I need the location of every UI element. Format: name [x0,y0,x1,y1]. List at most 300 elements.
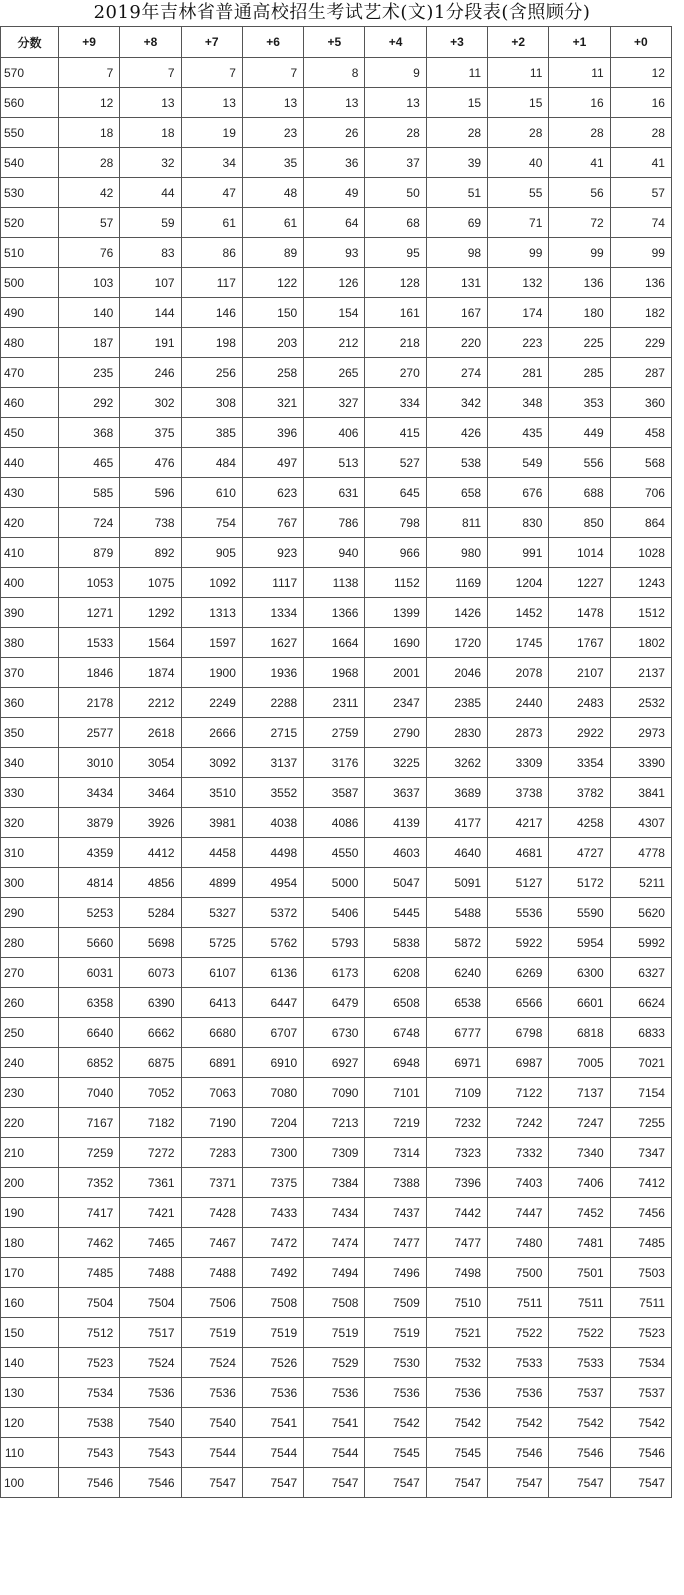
count-cell: 28 [488,118,549,148]
count-cell: 1243 [610,568,671,598]
count-cell: 4038 [242,808,303,838]
count-cell: 7546 [488,1438,549,1468]
count-cell: 40 [488,148,549,178]
count-cell: 5000 [304,868,365,898]
count-cell: 6327 [610,958,671,988]
score-cell: 400 [1,568,59,598]
count-cell: 7538 [59,1408,120,1438]
count-cell: 34 [181,148,242,178]
count-cell: 7540 [181,1408,242,1438]
count-cell: 7052 [120,1078,181,1108]
count-cell: 74 [610,208,671,238]
score-cell: 500 [1,268,59,298]
count-cell: 6730 [304,1018,365,1048]
table-row [1,1228,672,1258]
count-cell: 1690 [365,628,426,658]
count-cell: 3225 [365,748,426,778]
count-cell: 3390 [610,748,671,778]
count-cell: 28 [610,118,671,148]
count-cell: 1478 [549,598,610,628]
count-cell: 2107 [549,658,610,688]
count-cell: 7542 [610,1408,671,1438]
count-cell: 549 [488,448,549,478]
count-cell: 4139 [365,808,426,838]
table-row [1,388,672,418]
score-cell: 450 [1,418,59,448]
count-cell: 6891 [181,1048,242,1078]
count-cell: 274 [426,358,487,388]
score-cell: 230 [1,1078,59,1108]
count-cell: 1846 [59,658,120,688]
count-cell: 4856 [120,868,181,898]
column-header-offset: +0 [610,27,671,58]
count-cell: 128 [365,268,426,298]
count-cell: 7492 [242,1258,303,1288]
count-cell: 5488 [426,898,487,928]
score-cell: 130 [1,1378,59,1408]
count-cell: 246 [120,358,181,388]
count-cell: 265 [304,358,365,388]
score-cell: 490 [1,298,59,328]
table-row [1,568,672,598]
count-cell: 7452 [549,1198,610,1228]
column-header-offset: +6 [242,27,303,58]
count-cell: 7547 [304,1468,365,1498]
count-cell: 28 [59,148,120,178]
count-cell: 7 [181,58,242,88]
count-cell: 7547 [488,1468,549,1498]
count-cell: 2873 [488,718,549,748]
count-cell: 7109 [426,1078,487,1108]
count-cell: 37 [365,148,426,178]
count-cell: 6136 [242,958,303,988]
count-cell: 198 [181,328,242,358]
count-cell: 6413 [181,988,242,1018]
table-row [1,688,672,718]
count-cell: 4177 [426,808,487,838]
count-cell: 7534 [59,1378,120,1408]
count-cell: 7480 [488,1228,549,1258]
table-row [1,358,672,388]
count-cell: 1936 [242,658,303,688]
count-cell: 1014 [549,538,610,568]
count-cell: 7503 [610,1258,671,1288]
count-cell: 7544 [242,1438,303,1468]
count-cell: 7532 [426,1348,487,1378]
table-row [1,598,672,628]
count-cell: 940 [304,538,365,568]
count-cell: 122 [242,268,303,298]
score-cell: 200 [1,1168,59,1198]
count-cell: 7242 [488,1108,549,1138]
count-cell: 7536 [488,1378,549,1408]
count-cell: 7533 [549,1348,610,1378]
count-cell: 126 [304,268,365,298]
count-cell: 7542 [365,1408,426,1438]
count-cell: 281 [488,358,549,388]
table-row [1,118,672,148]
score-cell: 480 [1,328,59,358]
count-cell: 191 [120,328,181,358]
count-cell: 7485 [59,1258,120,1288]
count-cell: 258 [242,358,303,388]
count-cell: 435 [488,418,549,448]
count-cell: 6269 [488,958,549,988]
count-cell: 5954 [549,928,610,958]
count-cell: 15 [426,88,487,118]
count-cell: 396 [242,418,303,448]
count-cell: 5590 [549,898,610,928]
count-cell: 7417 [59,1198,120,1228]
count-cell: 3637 [365,778,426,808]
count-cell: 5793 [304,928,365,958]
count-cell: 7508 [304,1288,365,1318]
count-cell: 9 [365,58,426,88]
table-row [1,778,672,808]
count-cell: 2790 [365,718,426,748]
count-cell: 6566 [488,988,549,1018]
count-cell: 5406 [304,898,365,928]
count-cell: 5284 [120,898,181,928]
count-cell: 7272 [120,1138,181,1168]
count-cell: 174 [488,298,549,328]
count-cell: 6852 [59,1048,120,1078]
count-cell: 7536 [242,1378,303,1408]
table-row [1,1468,672,1498]
count-cell: 3981 [181,808,242,838]
count-cell: 1138 [304,568,365,598]
table-row [1,448,672,478]
count-cell: 7526 [242,1348,303,1378]
table-row [1,1258,672,1288]
count-cell: 385 [181,418,242,448]
count-cell: 7536 [304,1378,365,1408]
table-row [1,478,672,508]
count-cell: 6910 [242,1048,303,1078]
count-cell: 1334 [242,598,303,628]
count-cell: 5762 [242,928,303,958]
count-cell: 7547 [426,1468,487,1498]
count-cell: 6508 [365,988,426,1018]
count-cell: 48 [242,178,303,208]
count-cell: 7063 [181,1078,242,1108]
count-cell: 7509 [365,1288,426,1318]
count-cell: 6240 [426,958,487,988]
count-cell: 7501 [549,1258,610,1288]
count-cell: 7421 [120,1198,181,1228]
count-cell: 449 [549,418,610,448]
count-cell: 7537 [549,1378,610,1408]
count-cell: 6601 [549,988,610,1018]
count-cell: 3434 [59,778,120,808]
count-cell: 39 [426,148,487,178]
count-cell: 7547 [242,1468,303,1498]
count-cell: 7488 [120,1258,181,1288]
table-row [1,808,672,838]
count-cell: 6798 [488,1018,549,1048]
count-cell: 991 [488,538,549,568]
count-cell: 7259 [59,1138,120,1168]
score-cell: 270 [1,958,59,988]
count-cell: 154 [304,298,365,328]
table-row [1,1018,672,1048]
count-cell: 4681 [488,838,549,868]
count-cell: 360 [610,388,671,418]
count-cell: 107 [120,268,181,298]
count-cell: 3782 [549,778,610,808]
count-cell: 6447 [242,988,303,1018]
count-cell: 7544 [181,1438,242,1468]
count-cell: 5172 [549,868,610,898]
table-row [1,1288,672,1318]
table-row [1,628,672,658]
count-cell: 6777 [426,1018,487,1048]
count-cell: 4307 [610,808,671,838]
count-cell: 538 [426,448,487,478]
count-cell: 7506 [181,1288,242,1318]
count-cell: 7204 [242,1108,303,1138]
count-cell: 556 [549,448,610,478]
count-cell: 11 [426,58,487,88]
table-row [1,298,672,328]
count-cell: 3092 [181,748,242,778]
count-cell: 631 [304,478,365,508]
score-cell: 560 [1,88,59,118]
count-cell: 7347 [610,1138,671,1168]
table-row [1,1138,672,1168]
count-cell: 4550 [304,838,365,868]
count-cell: 1767 [549,628,610,658]
count-cell: 596 [120,478,181,508]
count-cell: 7547 [181,1468,242,1498]
score-cell: 390 [1,598,59,628]
count-cell: 68 [365,208,426,238]
count-cell: 7467 [181,1228,242,1258]
count-cell: 1720 [426,628,487,658]
count-cell: 2830 [426,718,487,748]
count-cell: 6031 [59,958,120,988]
count-cell: 1028 [610,538,671,568]
count-cell: 7500 [488,1258,549,1288]
count-cell: 2577 [59,718,120,748]
count-cell: 7403 [488,1168,549,1198]
count-cell: 406 [304,418,365,448]
count-cell: 513 [304,448,365,478]
count-cell: 7542 [549,1408,610,1438]
count-cell: 99 [488,238,549,268]
count-cell: 3587 [304,778,365,808]
table-row [1,328,672,358]
count-cell: 7541 [304,1408,365,1438]
score-cell: 420 [1,508,59,538]
count-cell: 292 [59,388,120,418]
count-cell: 368 [59,418,120,448]
score-cell: 250 [1,1018,59,1048]
count-cell: 4258 [549,808,610,838]
count-cell: 13 [242,88,303,118]
count-cell: 26 [304,118,365,148]
count-cell: 923 [242,538,303,568]
count-cell: 11 [549,58,610,88]
count-cell: 7406 [549,1168,610,1198]
score-cell: 300 [1,868,59,898]
count-cell: 4727 [549,838,610,868]
count-cell: 811 [426,508,487,538]
count-cell: 7477 [365,1228,426,1258]
count-cell: 287 [610,358,671,388]
score-cell: 220 [1,1108,59,1138]
count-cell: 7101 [365,1078,426,1108]
count-cell: 415 [365,418,426,448]
count-cell: 5091 [426,868,487,898]
count-cell: 5127 [488,868,549,898]
count-cell: 7021 [610,1048,671,1078]
count-cell: 2440 [488,688,549,718]
count-cell: 6818 [549,1018,610,1048]
table-row [1,1318,672,1348]
count-cell: 6948 [365,1048,426,1078]
column-header-offset: +5 [304,27,365,58]
column-header-score: 分数 [1,27,59,58]
count-cell: 724 [59,508,120,538]
count-cell: 7456 [610,1198,671,1228]
count-cell: 321 [242,388,303,418]
count-cell: 99 [549,238,610,268]
count-cell: 7213 [304,1108,365,1138]
count-cell: 334 [365,388,426,418]
count-cell: 3926 [120,808,181,838]
table-row [1,1408,672,1438]
count-cell: 5922 [488,928,549,958]
score-table [0,26,672,1498]
count-cell: 426 [426,418,487,448]
count-cell: 7536 [426,1378,487,1408]
count-cell: 5211 [610,868,671,898]
count-cell: 1313 [181,598,242,628]
count-cell: 28 [549,118,610,148]
count-cell: 7396 [426,1168,487,1198]
count-cell: 7529 [304,1348,365,1378]
count-cell: 41 [610,148,671,178]
count-cell: 6073 [120,958,181,988]
column-header-offset: +9 [59,27,120,58]
score-cell: 120 [1,1408,59,1438]
count-cell: 7519 [242,1318,303,1348]
score-cell: 430 [1,478,59,508]
count-cell: 7504 [59,1288,120,1318]
count-cell: 5445 [365,898,426,928]
count-cell: 1092 [181,568,242,598]
count-cell: 2178 [59,688,120,718]
count-cell: 7517 [120,1318,181,1348]
score-cell: 370 [1,658,59,688]
count-cell: 61 [242,208,303,238]
count-cell: 7524 [181,1348,242,1378]
count-cell: 3262 [426,748,487,778]
count-cell: 7375 [242,1168,303,1198]
count-cell: 55 [488,178,549,208]
table-row [1,958,672,988]
count-cell: 3552 [242,778,303,808]
count-cell: 5725 [181,928,242,958]
count-cell: 93 [304,238,365,268]
count-cell: 7477 [426,1228,487,1258]
count-cell: 6624 [610,988,671,1018]
score-cell: 520 [1,208,59,238]
count-cell: 527 [365,448,426,478]
score-cell: 190 [1,1198,59,1228]
count-cell: 150 [242,298,303,328]
count-cell: 7546 [120,1468,181,1498]
count-cell: 5047 [365,868,426,898]
table-row [1,868,672,898]
count-cell: 132 [488,268,549,298]
count-cell: 285 [549,358,610,388]
count-cell: 36 [304,148,365,178]
count-cell: 13 [365,88,426,118]
count-cell: 2715 [242,718,303,748]
count-cell: 308 [181,388,242,418]
table-row [1,1078,672,1108]
count-cell: 3510 [181,778,242,808]
count-cell: 136 [610,268,671,298]
score-cell: 410 [1,538,59,568]
table-row [1,1108,672,1138]
count-cell: 1227 [549,568,610,598]
count-cell: 2618 [120,718,181,748]
count-cell: 7510 [426,1288,487,1318]
count-cell: 980 [426,538,487,568]
count-cell: 1117 [242,568,303,598]
count-cell: 49 [304,178,365,208]
count-cell: 7005 [549,1048,610,1078]
count-cell: 131 [426,268,487,298]
count-cell: 5698 [120,928,181,958]
count-cell: 6208 [365,958,426,988]
count-cell: 7542 [488,1408,549,1438]
score-cell: 320 [1,808,59,838]
count-cell: 7 [242,58,303,88]
count-cell: 1968 [304,658,365,688]
count-cell: 2001 [365,658,426,688]
count-cell: 1533 [59,628,120,658]
count-cell: 7545 [426,1438,487,1468]
count-cell: 5327 [181,898,242,928]
count-cell: 7340 [549,1138,610,1168]
count-cell: 64 [304,208,365,238]
count-cell: 103 [59,268,120,298]
count-cell: 7332 [488,1138,549,1168]
count-cell: 7137 [549,1078,610,1108]
count-cell: 353 [549,388,610,418]
column-header-offset: +3 [426,27,487,58]
count-cell: 738 [120,508,181,538]
count-cell: 28 [365,118,426,148]
count-cell: 3841 [610,778,671,808]
score-cell: 290 [1,898,59,928]
count-cell: 7547 [365,1468,426,1498]
table-row [1,988,672,1018]
count-cell: 1597 [181,628,242,658]
count-cell: 7485 [610,1228,671,1258]
table-row [1,268,672,298]
count-cell: 7546 [59,1468,120,1498]
count-cell: 7541 [242,1408,303,1438]
count-cell: 966 [365,538,426,568]
count-cell: 1512 [610,598,671,628]
column-header-offset: +1 [549,27,610,58]
count-cell: 7323 [426,1138,487,1168]
